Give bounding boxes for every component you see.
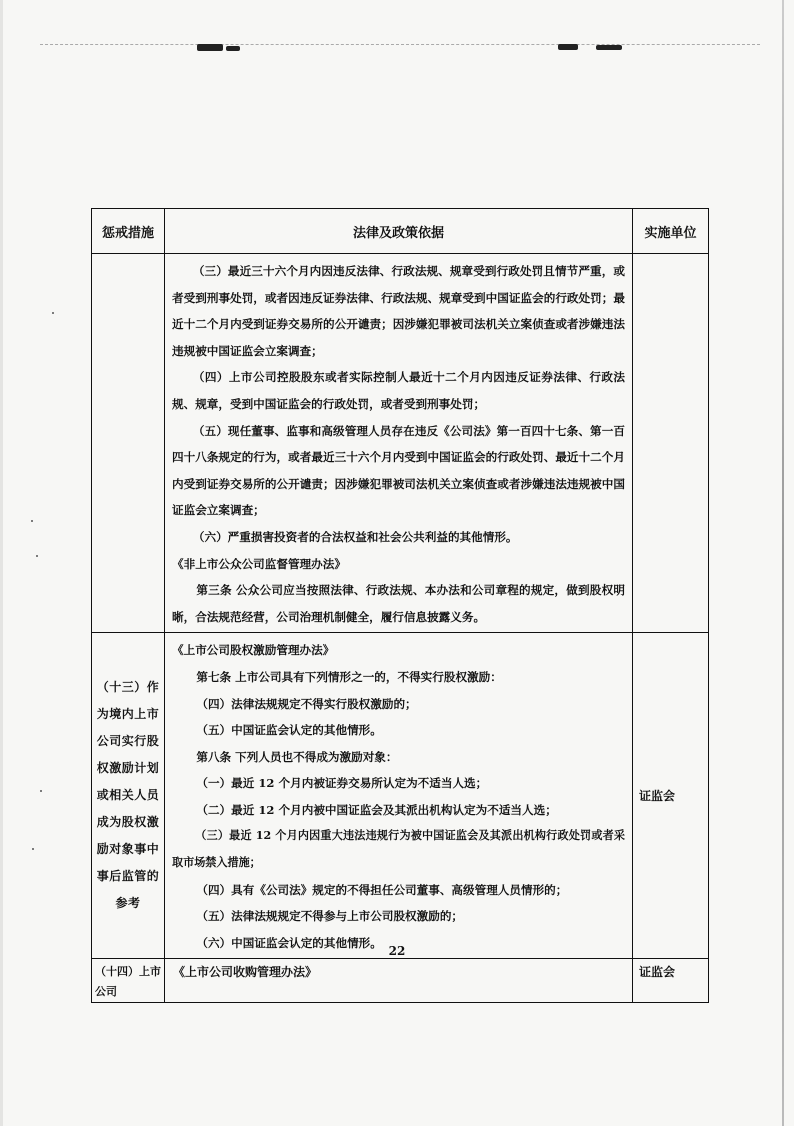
law-paragraph: （四）具有《公司法》规定的不得担任公司董事、高级管理人员情形的； [196,882,568,897]
unit-cell-empty [633,254,709,633]
header-law: 法律及政策依据 [165,209,633,254]
law-cell [165,254,633,633]
header-unit: 实施单位 [633,209,709,254]
scan-speck [32,848,34,850]
measure-cell [92,959,165,1003]
law-paragraph: （五）中国证监会认定的其他情形。 [196,723,382,738]
scan-mark [226,46,240,51]
table-row [92,633,709,959]
law-paragraph: （五）现任董事、监事和高级管理人员存在违反《公司法》第一百四十七条、第一百四十八条规定的行为，或者最近三十六个月内受到中国证监会的行政处罚、最近十二个月内受到证券交易所的公开谴责；因涉嫌犯罪被司法机关立案侦查或者涉嫌违法违规被中国证监会立案调查； [172,423,625,518]
law-paragraph: 第八条 下列人员也不得成为激励对象： [196,749,398,764]
law-paragraph: （五）法律法规规定不得参与上市公司股权激励的； [196,909,464,924]
law-paragraph: 第七条 上市公司具有下列情形之一的，不得实行股权激励： [196,669,502,684]
law-paragraph: （三）最近 12 个月内因重大违法违规行为被中国证监会及其派出机构行政处罚或者采取市场禁入措施； [172,829,625,870]
law-paragraph: （六）中国证监会认定的其他情形。 [196,935,382,950]
law-paragraph: （三）最近三十六个月内因违反法律、行政法规、规章受到行政处罚且情节严重，或者受到刑事处罚，或者因违反证券法律、行政法规、规章受到中国证监会的行政处罚；最近十二个月内受到证券交易所的公开谴责；因涉嫌犯罪被司法机关立案侦查或者涉嫌违法违规被中国证监会立案调查； [172,264,625,358]
unit-text: 证监会 [639,965,676,980]
law-title: 《上市公司股权激励管理办法》 [172,643,335,658]
law-title: 《非上市公众公司监督管理办法》 [172,556,346,571]
scan-speck [36,555,38,557]
law-paragraph: （一）最近 12 个月内被证券交易所认定为不适当人选； [196,776,488,791]
rules-table [91,208,709,1003]
unit-cell [633,633,709,959]
header-measure: 惩戒措施 [92,209,165,254]
measure-cell-empty [92,254,165,633]
law-cell [165,633,633,959]
measure-cell [92,633,165,959]
law-paragraph: （四）法律法规规定不得实行股权激励的； [196,696,417,711]
unit-text: 证监会 [639,789,676,804]
law-cell [165,959,633,1003]
scan-speck [52,312,54,314]
table-row [92,959,709,1003]
law-paragraph: （二）最近 12 个月内被中国证监会及其派出机构认定为不适当人选； [196,802,557,817]
scan-header-dashes [40,44,760,46]
law-title: 《上市公司收购管理办法》 [173,965,318,980]
scan-speck [40,790,42,792]
measure-text: （十三）作为境内上市公司实行股权激励计划或相关人员成为股权激励对象事中事后监管的参考 [96,680,160,911]
measure-text: （十四）上市公司 [95,965,161,999]
table-header-row [92,209,709,254]
law-paragraph: 第三条 公众公司应当按照法律、行政法规、本办法和公司章程的规定，做到股权明晰，合法规范经营，公司治理机制健全，履行信息披露义务。 [172,583,625,624]
law-paragraph: （四）上市公司控股股东或者实际控制人最近十二个月内因违反证券法律、行政法规、规章，受到中国证监会的行政处罚，或者受到刑事处罚； [172,370,625,411]
scan-speck [31,520,33,522]
scan-mark [197,44,223,51]
table-row [92,254,709,633]
scan-mark [558,44,578,50]
scan-mark [596,45,622,50]
law-paragraph: （六）严重损害投资者的合法权益和社会公共利益的其他情形。 [192,529,518,544]
unit-cell [633,959,709,1003]
page-number: 22 [388,944,406,958]
